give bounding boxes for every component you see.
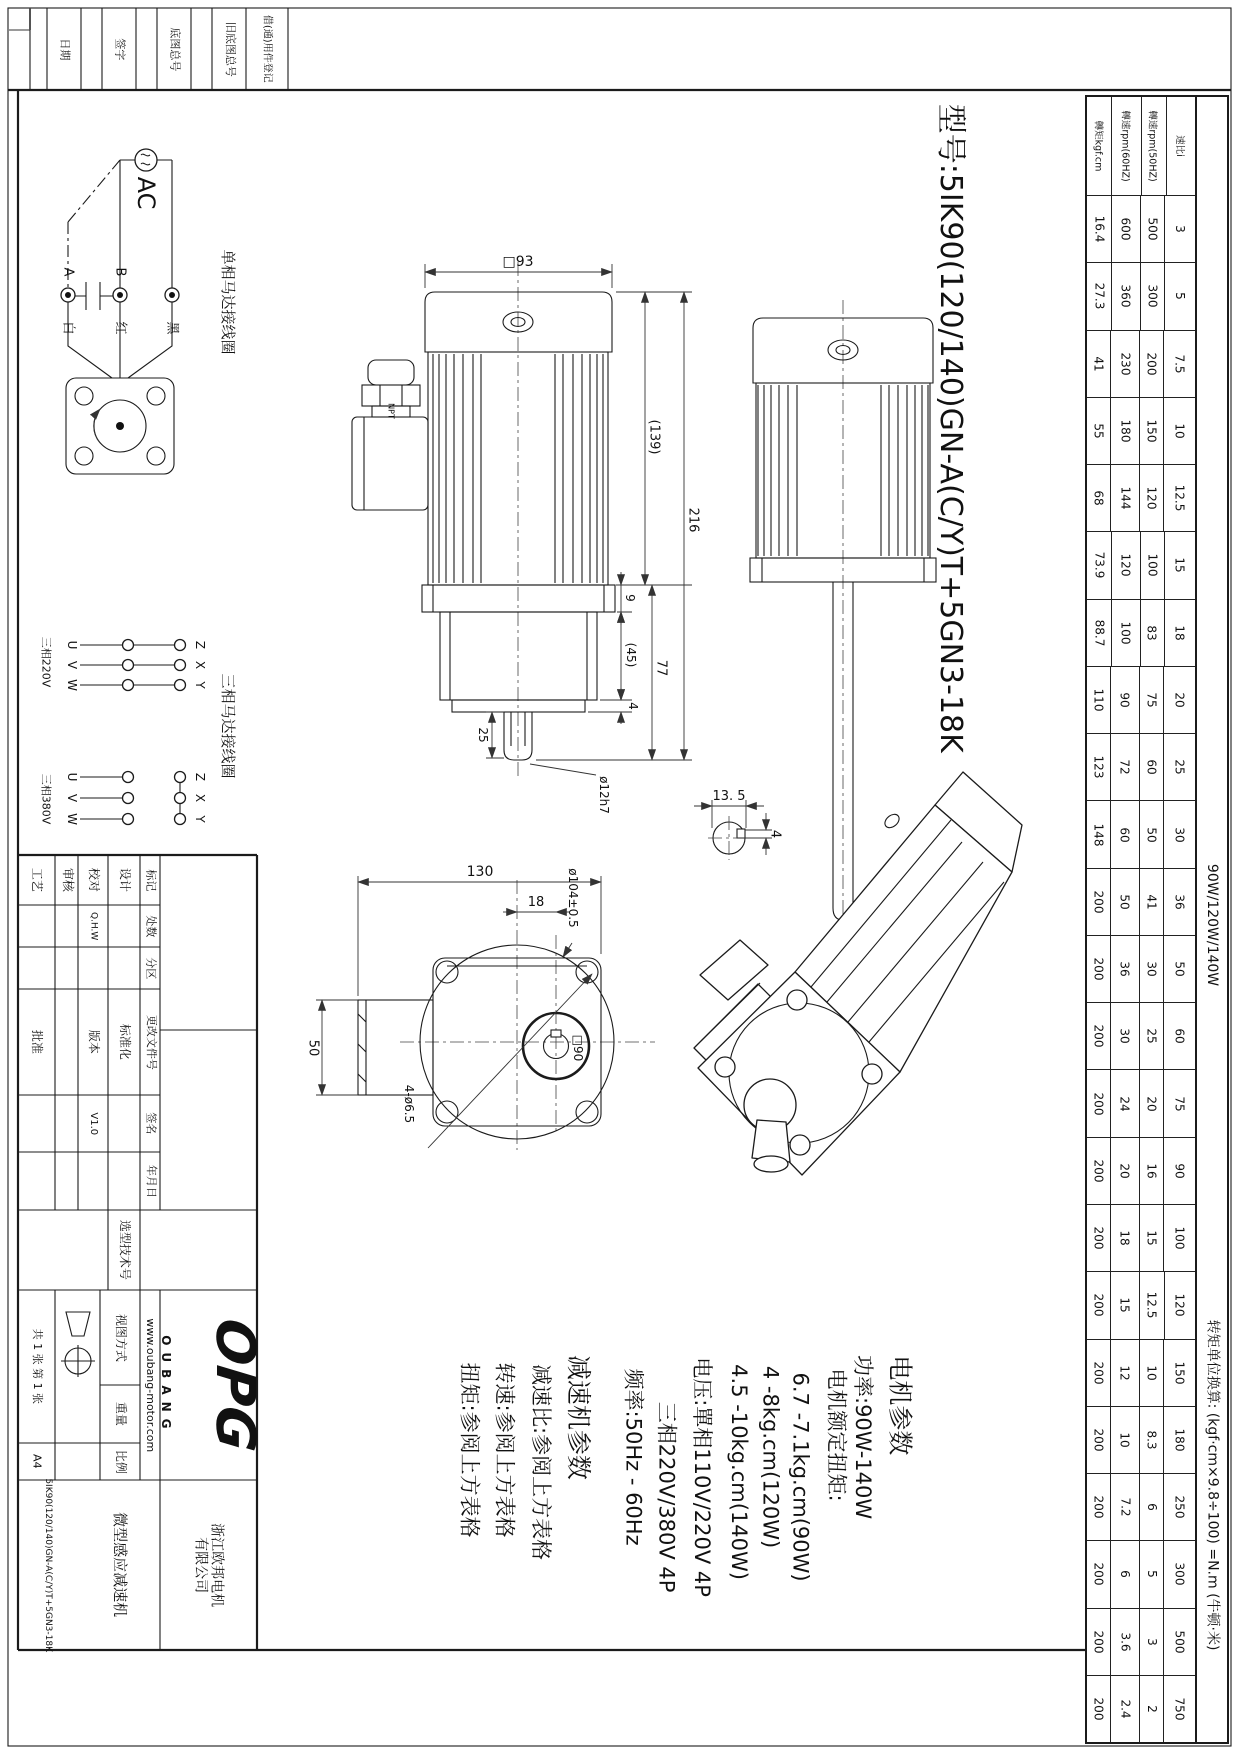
spec-cell: 轉速rpm(50HZ): [1142, 97, 1167, 195]
dim-25: 25: [476, 727, 490, 743]
spec-cell: 3.6: [1111, 1609, 1140, 1675]
spec-band: [1087, 1541, 1195, 1608]
x-label: X: [193, 660, 207, 670]
spec-cell: 200: [1087, 1609, 1111, 1675]
dim-9: 9: [623, 594, 637, 602]
param-line: 扭矩:参阅上方表格: [458, 1362, 483, 1538]
tb-website: www.oubang-motor.com: [144, 1318, 158, 1452]
spec-cell: 60: [1140, 734, 1164, 800]
spec-cell: 轉矩kgf.cm: [1087, 97, 1112, 195]
spec-cell: 110: [1087, 667, 1111, 733]
spec-cell: 16: [1140, 1138, 1164, 1204]
spec-cell: 3: [1172, 225, 1187, 233]
tb-version: V1.0: [87, 1112, 99, 1135]
spec-cell: 41: [1140, 869, 1164, 935]
spec-cell: 7.5: [1172, 354, 1187, 374]
spec-cell: 75: [1140, 667, 1164, 733]
spec-band: [1087, 1676, 1195, 1742]
spec-cell: 120: [1112, 532, 1141, 598]
spec-cell: 180: [1111, 398, 1140, 464]
binding-sign: 签字: [113, 37, 127, 60]
power-note: 90W/120W/140W: [1204, 863, 1221, 987]
tb-model-small: 5IK90(120/140)GN-A(C/Y)T+5GN3-18K: [43, 1478, 54, 1652]
spec-cell: 2.4: [1111, 1676, 1140, 1742]
wire-red-label: 红: [112, 321, 128, 335]
spec-cell: 50: [1172, 961, 1187, 977]
spec-cell: 200: [1087, 1138, 1111, 1204]
spec-cell: 16.4: [1087, 196, 1112, 262]
keyway-detail: [694, 789, 783, 860]
binding-borrow: 借(通)用件登记: [261, 15, 273, 83]
spec-cell: 200: [1087, 1272, 1111, 1338]
spec-cell: 15: [1140, 1205, 1164, 1271]
param-line: 减速比:参阅上方表格: [529, 1364, 554, 1561]
oubang-logo-text: OUBANG: [158, 1334, 173, 1436]
spec-band: [1087, 801, 1195, 868]
spec-cell: 30: [1111, 1003, 1140, 1069]
spec-band: [1087, 1340, 1195, 1407]
spec-cell: 200: [1087, 936, 1111, 1002]
tb-chushu: 处数: [144, 914, 158, 937]
spec-cell: 360: [1112, 263, 1141, 329]
x-label: X: [193, 793, 207, 803]
spec-cell: 27.3: [1087, 263, 1112, 329]
spec-cell: 200: [1087, 1407, 1111, 1473]
spec-cell: 68: [1087, 465, 1111, 531]
binding-date: 日期: [58, 37, 72, 60]
spec-band: [1087, 196, 1195, 263]
param-line: 功率:90W-140W: [851, 1355, 876, 1520]
dim-216: 216: [685, 507, 701, 533]
dim-18: 18: [527, 895, 545, 910]
spec-band: [1087, 667, 1195, 734]
spec-cell: 3: [1140, 1609, 1164, 1675]
spec-cell: 轉速rpm(60HZ): [1112, 97, 1142, 195]
spec-cell: 200: [1087, 869, 1111, 935]
dim-139: (139): [646, 419, 662, 455]
spec-cell: 230: [1111, 331, 1140, 397]
spec-cell: 500: [1141, 196, 1165, 262]
tb-jiaodui: 校对: [86, 867, 101, 892]
param-line: 转速:参阅上方表格: [493, 1362, 518, 1538]
y-label: Y: [193, 681, 207, 689]
tb-gongyi: 工艺: [30, 867, 45, 892]
u-label: U: [65, 640, 79, 650]
param-line: 电压:單相110V/220V 4P: [690, 1357, 715, 1598]
spec-cell: 30: [1140, 936, 1164, 1002]
param-line: 减速机参数: [563, 1354, 593, 1481]
spec-cell: 150: [1140, 398, 1164, 464]
v-label: V: [65, 660, 79, 670]
terminal-b-label: B: [112, 267, 128, 277]
spec-cell: 90: [1111, 667, 1140, 733]
spec-band: [1087, 1138, 1195, 1205]
spec-cell: 83: [1141, 600, 1165, 666]
spec-cell: 300: [1141, 263, 1165, 329]
spec-cell: 60: [1172, 1028, 1187, 1044]
spec-cell: 148: [1087, 801, 1111, 867]
spec-band: [1087, 869, 1195, 936]
spec-cell: 30: [1172, 826, 1187, 843]
spec-band: [1087, 1272, 1195, 1339]
spec-cell: 12: [1111, 1340, 1140, 1406]
dim-45: (45): [624, 642, 638, 668]
wiring-three-phase: [40, 637, 238, 825]
view-front: [352, 262, 615, 780]
dim-93: □93: [502, 254, 534, 270]
spec-cell: 10: [1140, 1340, 1164, 1406]
spec-cell: 200: [1087, 1205, 1111, 1271]
spec-cell: 12.5: [1172, 484, 1187, 512]
spec-cell: 5: [1172, 292, 1187, 301]
spec-cell: 速比i: [1173, 135, 1185, 157]
tb-sheets: 共 1 张 第 1 张: [30, 1328, 44, 1405]
spec-cell: 15: [1172, 557, 1187, 574]
tb-product: 微型感应减速机: [110, 1512, 129, 1618]
spec-cell: 120: [1172, 1293, 1187, 1317]
spec-band: [1087, 1205, 1195, 1272]
tb-paper-size: A4: [30, 1454, 44, 1469]
spec-cell: 50: [1140, 801, 1164, 867]
spec-cell: 200: [1087, 1474, 1111, 1540]
spec-cell: 60: [1111, 801, 1140, 867]
spec-cell: 200: [1087, 1003, 1111, 1069]
spec-cell: 123: [1087, 734, 1111, 800]
spec-cell: 180: [1172, 1428, 1187, 1452]
spec-cell: 72: [1111, 734, 1140, 800]
spec-cell: 500: [1172, 1630, 1187, 1654]
param-line: 频率:50Hz - 60Hz: [622, 1368, 647, 1547]
dimensions: [306, 254, 701, 1148]
spec-cell: 750: [1172, 1697, 1187, 1721]
tb-shitu: 视图方式: [113, 1313, 128, 1362]
single-phase-title: 单相马达接线圈: [219, 249, 237, 355]
dim-4: 4: [626, 702, 640, 710]
spec-cell: 144: [1111, 465, 1140, 531]
ac-label: AC: [132, 176, 160, 210]
tb-zhongliang: 重量: [113, 1401, 128, 1426]
spec-cell: 100: [1141, 532, 1165, 598]
spec-cell: 120: [1140, 465, 1164, 531]
spec-cell: 8.3: [1140, 1407, 1164, 1473]
spec-band: [1087, 936, 1195, 1003]
spec-band: [1087, 398, 1195, 465]
u-label: U: [65, 772, 79, 782]
terminal-a-label: A: [60, 267, 76, 277]
wire-black-label: 黑: [164, 321, 180, 335]
binding-old-base-no: 旧底图总号: [223, 21, 237, 77]
spec-cell: 250: [1172, 1495, 1187, 1519]
z-label: Z: [193, 640, 207, 650]
wiring-single-phase: [61, 149, 238, 474]
spec-band: [1087, 1003, 1195, 1070]
param-line: 电机参数: [885, 1354, 915, 1456]
dim-key-4: 4: [767, 829, 783, 839]
tb-biaoji: 标记: [144, 868, 158, 891]
dim-12h7: ø12h7: [597, 776, 611, 814]
tb-banben: 版本: [86, 1029, 101, 1054]
spec-cell: 2: [1140, 1676, 1164, 1742]
tb-logo: [158, 1290, 268, 1480]
spec-band: [1087, 1609, 1195, 1676]
tb-company: 浙江欧邦电机有限公司: [192, 1523, 225, 1607]
param-line: 电机额定扭矩:: [825, 1368, 850, 1502]
spec-band: [1087, 532, 1195, 599]
spec-band: [1087, 263, 1195, 330]
spec-cell: 25: [1172, 759, 1187, 775]
spec-cell: 10: [1172, 423, 1187, 439]
tb-fenqu: 分区: [144, 956, 158, 979]
y-label: Y: [193, 815, 207, 823]
w-label: W: [65, 813, 79, 825]
dim-104: ø104±0.5: [566, 868, 580, 928]
spec-cell: 20: [1172, 692, 1187, 708]
tb-qianming: 签名: [144, 1112, 158, 1135]
model-title: 型号:5IK90(120/140)GN-A(C/Y)T+5GN3-18K: [933, 103, 969, 753]
spec-cell: 50: [1111, 869, 1140, 935]
spec-cell: 100: [1112, 600, 1141, 666]
p220-label: 三相220V: [39, 636, 53, 688]
tb-qhw: Q.H.W: [88, 911, 99, 941]
three-phase-title: 三相马达接线圈: [219, 673, 237, 779]
spec-cell: 300: [1172, 1562, 1187, 1586]
spec-cell: 55: [1087, 398, 1111, 464]
tb-bili: 比例: [113, 1449, 128, 1474]
tb-pizhun: 批准: [30, 1029, 45, 1054]
p380-label: 三相380V: [39, 773, 53, 825]
spec-cell: 20: [1111, 1138, 1140, 1204]
tb-biaozhunhua: 标准化: [117, 1023, 132, 1060]
spec-table: [1085, 95, 1197, 1744]
dim-13-5: 13. 5: [712, 789, 746, 804]
torque-conversion-note: 转矩单位换算: (kgf·cm×9.8÷100) =N.m (牛顿·米): [1204, 1319, 1221, 1651]
dim-50: 50: [305, 1039, 321, 1057]
tb-genggai: 更改文件号: [144, 1014, 158, 1070]
spec-cell: 41: [1087, 331, 1111, 397]
spec-cell: 18: [1172, 625, 1187, 641]
spec-cell: 18: [1111, 1205, 1140, 1271]
binding-base-no: 底图总号: [168, 26, 182, 71]
spec-cell: 12.5: [1140, 1272, 1165, 1338]
spec-cell: 200: [1087, 1070, 1111, 1136]
spec-cell: 73.9: [1087, 532, 1112, 598]
param-line: 6.7 -7.1kg.cm(90W): [789, 1372, 814, 1583]
tb-sheji: 设计: [117, 867, 132, 892]
spec-cell: 6: [1140, 1474, 1164, 1540]
spec-band: [1087, 600, 1195, 667]
spec-band: [1087, 331, 1195, 398]
spec-cell: 24: [1111, 1070, 1140, 1136]
npt-label: NPT: [386, 403, 396, 419]
spec-cell: 90: [1172, 1163, 1187, 1179]
tb-xuanxing: 选型技术号: [117, 1219, 132, 1280]
tb-shenhe: 审核: [60, 867, 75, 892]
spec-cell: 75: [1172, 1095, 1187, 1112]
spec-band: [1087, 97, 1195, 196]
spec-band: [1087, 1407, 1195, 1474]
spec-cell: 88.7: [1087, 600, 1112, 666]
param-line: 4 -8kg.cm(120W): [758, 1366, 783, 1549]
z-label: Z: [193, 772, 207, 782]
spec-cell: 150: [1172, 1361, 1187, 1385]
opg-logo-text: OPG: [204, 1315, 268, 1455]
spec-cell: 600: [1112, 196, 1141, 262]
spec-cell: 5: [1140, 1541, 1164, 1607]
spec-band: [1087, 1474, 1195, 1541]
spec-band: [1087, 1070, 1195, 1137]
spec-cell: 200: [1087, 1340, 1111, 1406]
spec-cell: 100: [1172, 1226, 1187, 1250]
spec-cell: 36: [1111, 936, 1140, 1002]
spec-cell: 25: [1140, 1003, 1164, 1069]
w-label: W: [65, 679, 79, 691]
spec-cell: 15: [1111, 1272, 1140, 1338]
spec-cell: 200: [1087, 1676, 1111, 1742]
spec-band: [1087, 465, 1195, 532]
dim-sq90: □90: [571, 1034, 585, 1062]
v-label: V: [65, 793, 79, 803]
dim-130: 130: [466, 864, 494, 880]
spec-cell: 6: [1111, 1541, 1140, 1607]
param-line: 4.5 -10kg.cm(140W): [727, 1364, 752, 1581]
spec-cell: 200: [1087, 1541, 1111, 1607]
dim-4x65: 4-ø6.5: [402, 1084, 416, 1124]
wire-white-label: 白: [60, 321, 76, 335]
tb-nianyueri: 年月日: [144, 1164, 158, 1198]
spec-band: [1087, 734, 1195, 801]
spec-cell: 10: [1111, 1407, 1140, 1473]
spec-cell: 20: [1140, 1070, 1164, 1136]
spec-cell: 36: [1172, 894, 1187, 910]
spec-cell: 7.2: [1111, 1474, 1140, 1540]
spec-cell: 200: [1140, 331, 1164, 397]
param-line: 三相220V/380V 4P: [654, 1362, 679, 1593]
dim-77: 77: [653, 659, 669, 677]
